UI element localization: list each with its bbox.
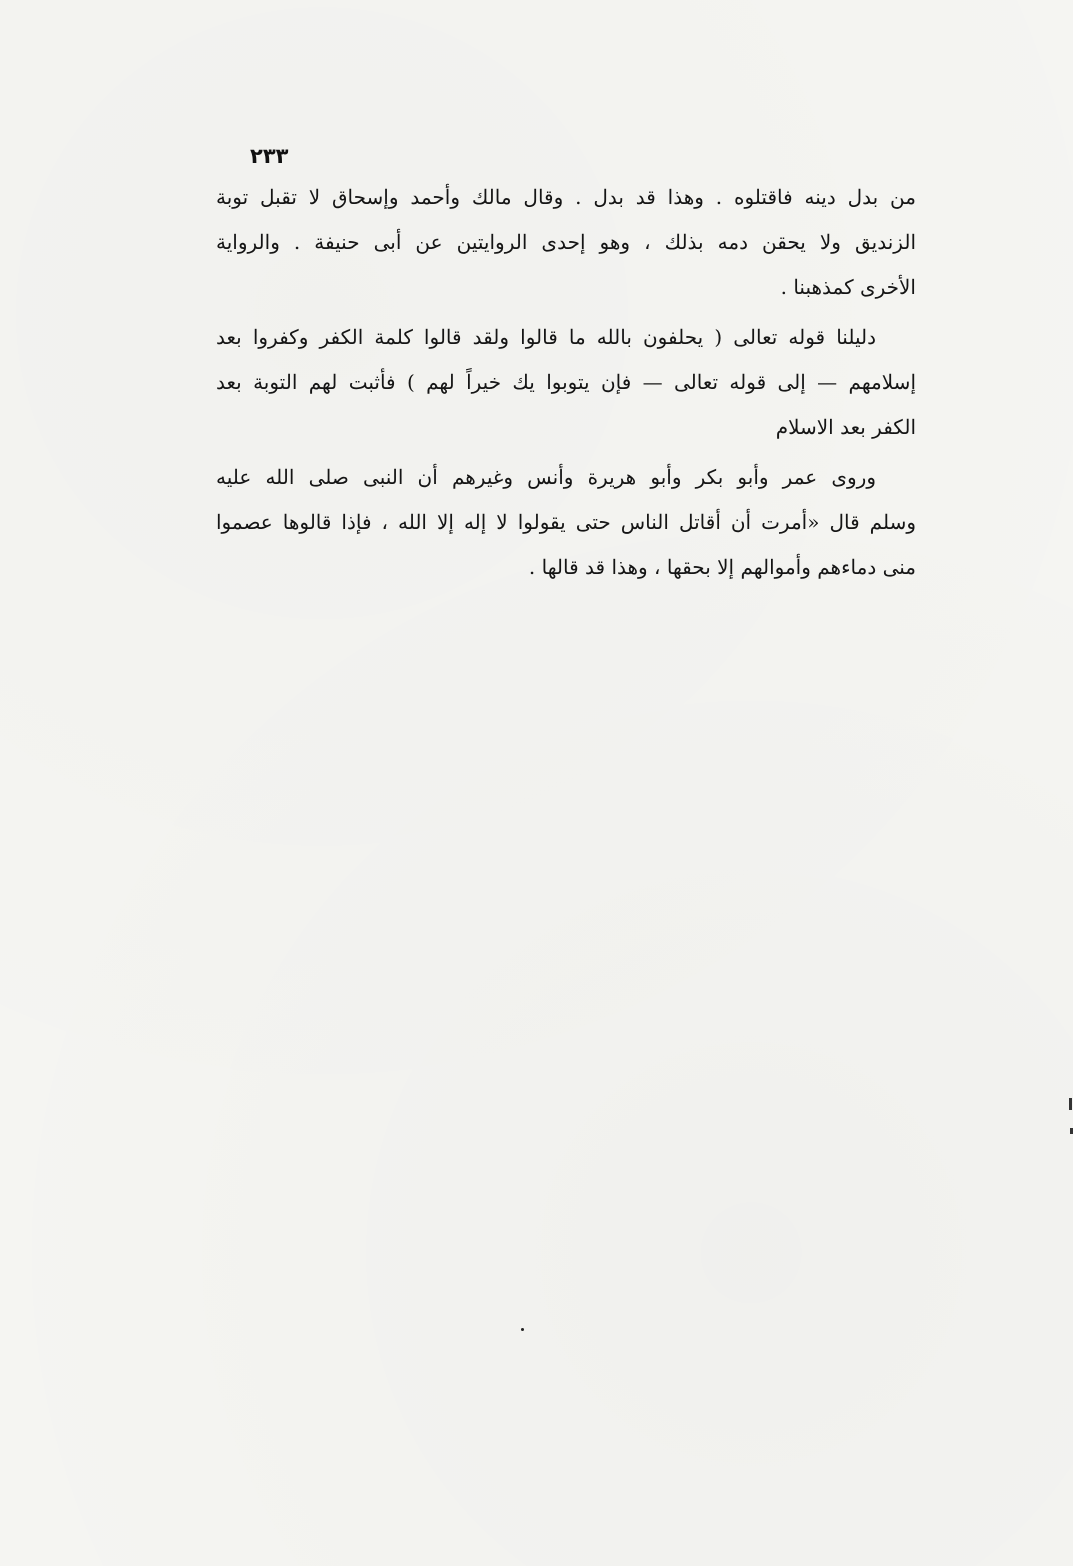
text-line: الكفر بعد الاسلام — [775, 415, 916, 439]
paragraph-3 — [216, 455, 916, 590]
text-line: من بدل دينه فاقتلوه . وهذا قد بدل . وقال مالك وأحمد وإسحاق لا تقبل توبة — [216, 185, 916, 209]
text-line: إسلامهم — إلى قوله تعالى — فإن يتوبوا يك خيراً لهم ) فأثبت لهم التوبة بعد — [216, 370, 916, 394]
paragraph-2 — [216, 315, 916, 450]
text-line: منى دماءهم وأموالهم إلا بحقها ، وهذا قد قالها . — [528, 555, 916, 579]
text-line: الزنديق ولا يحقن دمه بذلك ، وهو إحدى الروايتين عن أبى حنيفة . والرواية — [216, 230, 916, 254]
text-line: الأخرى كمذهبنا . — [780, 275, 916, 299]
scan-edge-mark — [1069, 1098, 1072, 1110]
scan-speck — [521, 1328, 524, 1331]
body-text — [216, 175, 916, 590]
text-line: وروى عمر وأبو بكر وأبو هريرة وأنس وغيرهم أن النبى صلى الله عليه — [216, 465, 876, 489]
text-line: وسلم قال «أمرت أن أقاتل الناس حتى يقولوا لا إله إلا الله ، فإذا قالوها عصموا — [216, 510, 916, 534]
text-line: دليلنا قوله تعالى ( يحلفون بالله ما قالوا ولقد قالوا كلمة الكفر وكفروا بعد — [216, 325, 876, 349]
paragraph-1 — [216, 175, 916, 310]
page-number: ٢٣٣ — [250, 144, 289, 168]
